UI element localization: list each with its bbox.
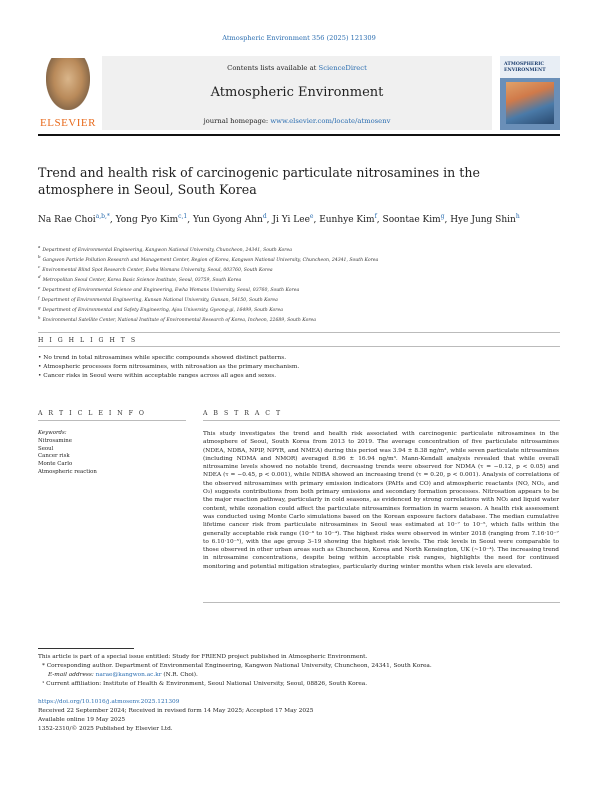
keyword: Monte Carlo <box>38 461 73 468</box>
author[interactable] <box>450 215 519 225</box>
affiliation <box>38 254 558 264</box>
abstract-text: This study investigates the trend and health risk associated with carcinogenic particulate nitrosamines in the atmosphere of Seoul, South Korea from 2013 to 2019. The average concentration of five particulate nitrosamines (NDEA, NDBA, NPIP, NPYR, and NMEA) during this period was 3.94 ± 8.38 ng/m³, while seven particulate nitrosamines (including NDMA and NMOR) averaged 8.96 ± 16.94 ng/m³. Mann-Kendall analysis revealed that while overall nitrosamine levels showed no notable trend, decreasing trends were observed for NDMA (τ = −0.12, p < 0.05) and NDEA (τ = −0.45, p < 0.001), while NDBA showed an increasing trend (τ = 0.20, p < 0.001). Analysis of correlations of the observed nitrosamines with primary emission indicators (PAHs and CO) and atmospheric reactants (NO, NO₂, and O₃) suggests contributions from both primary emissions and secondary formation processes. Nitrosation appears to be the major reaction pathway, particularly in cold seasons, as evidenced by strong correlations with NO₂ and liquid water content, while ozonation could affect the particulate nitrosamines formation in warm season. A health risk assessment was conducted using Monte Carlo simulations based on the Korean exposure factors database. The median cumulative lifetime cancer risk from particulate nitrosamines in Seoul was estimated at 10⁻⁷ to 10⁻⁵, which falls within the generally acceptable risk range (10⁻⁶ to 10⁻⁴). The highest risks were observed in winter 2018 (ranging from 7.16·10⁻⁷ to 6.10·10⁻⁵), with the age group 3–19 showing the highest risk levels. The risk levels in Seoul were comparable to those observed in other urban areas such as Chuncheon, Korea and North Kensington, UK (~10⁻⁴). The increasing trend in nitrosamine concentrations, despite being within acceptable risk ranges, highlights the need for continued monitoring and potential mitigation strategies, particularly during winter months when risk levels are elevated. <box>203 431 559 570</box>
abstract-heading: A B S T R A C T <box>203 410 283 417</box>
email-note <box>38 671 558 680</box>
author-name[interactable]: Ji Yi Lee <box>272 215 310 225</box>
affiliation-text: Department of Environmental and Safety Engineering, Ajou University, Gyeong-gi, 16499, South Korea <box>42 308 283 314</box>
homepage-prefix: journal homepage: <box>203 117 271 125</box>
affiliation-text: Gangwon Particle Pollution Research and Management Center, Region of Korea, Kangwon National University, Chuncheon, 24341, South Korea <box>42 257 379 263</box>
journal-name: Atmospheric Environment <box>210 85 384 100</box>
author[interactable] <box>319 215 377 225</box>
author[interactable] <box>383 215 445 225</box>
affiliation-text: Environmental Satellite Center, National Institute of Environmental Research of Korea, Incheon, 22689, South Korea <box>42 318 317 324</box>
affiliation-marker: b <box>38 254 41 260</box>
elsevier-logo[interactable] <box>38 56 98 130</box>
affiliation <box>38 315 558 325</box>
affiliation-marker: g <box>38 304 41 310</box>
author[interactable] <box>272 215 313 225</box>
author-name[interactable]: Yong Pyo Kim <box>115 215 179 225</box>
email-suffix: (N.R. Choi). <box>161 672 198 678</box>
divider <box>38 332 560 333</box>
received-dates: Received 22 September 2024; Received in revised form 14 May 2025; Accepted 17 May 2025 <box>38 708 314 714</box>
online-date: Available online 19 May 2025 <box>38 717 126 723</box>
contents-line <box>102 64 492 72</box>
article-title: Trend and health risk of carcinogenic particulate nitrosamines in the atmosphere in Seoul, South Korea <box>38 165 480 197</box>
affiliation-marker: a <box>38 244 41 249</box>
affiliation <box>38 305 558 315</box>
highlight-item: • No trend in total nitrosamines while specific compounds showed distinct patterns. <box>38 355 287 361</box>
author-affiliation-marker[interactable]: d <box>262 213 267 220</box>
highlights-heading: H I G H L I G H T S <box>38 337 138 344</box>
divider <box>38 346 560 347</box>
affiliation <box>38 264 558 274</box>
special-issue-note: This article is part of a special issue entitled: Study for FRIEND project published in Atmospheric Environment. <box>38 654 368 660</box>
cover-photo <box>506 82 554 124</box>
affiliation <box>38 295 558 305</box>
divider <box>38 420 186 421</box>
email-label: E-mail address: <box>48 672 96 678</box>
masthead-rule <box>38 134 560 136</box>
issn-copyright: 1352-2310/© 2025 Published by Elsevier Ltd. <box>38 726 173 732</box>
affiliation-marker: f <box>38 294 40 300</box>
author[interactable] <box>38 215 110 225</box>
affiliation <box>38 285 558 295</box>
contents-prefix: Contents lists available at <box>227 64 319 72</box>
publisher-logo-text: ELSEVIER <box>40 117 96 129</box>
elsevier-tree-icon <box>46 58 90 110</box>
article-info-heading: A R T I C L E I N F O <box>38 410 146 417</box>
author-name[interactable]: Yun Gyong Ahn <box>192 215 263 225</box>
footnote-rule <box>38 648 134 649</box>
author-affiliation-marker[interactable]: c,1 <box>178 213 188 220</box>
journal-reference[interactable]: Atmospheric Environment 356 (2025) 121309 <box>222 34 376 42</box>
current-affiliation-note: ¹ Current affiliation: Institute of Health & Environment, Seoul National University, Seoul, 08826, South Korea. <box>42 681 368 687</box>
divider <box>203 602 560 603</box>
cover-title: ATMOSPHERIC ENVIRONMENT <box>504 62 546 73</box>
author-affiliation-marker[interactable]: g <box>440 213 445 220</box>
author-list: Na Rae Choi$^{a,b,*}$, Yong Pyo Kim$^{c,1}$, Yun Gyong Ahn$^d$, Ji Yi Lee$^e$, Eunhye Kim$^f$, Soontae Kim$^g$, Hye Jung Shin$^h$ <box>38 213 520 225</box>
keywords-block <box>38 430 168 477</box>
author-name[interactable]: Soontae Kim <box>382 215 441 225</box>
affiliation-marker: d <box>38 274 41 280</box>
affiliation <box>38 274 558 284</box>
author[interactable] <box>193 215 267 225</box>
sciencedirect-link[interactable]: ScienceDirect <box>318 64 367 72</box>
affiliation-marker: e <box>38 284 41 290</box>
journal-cover-image[interactable] <box>500 56 560 130</box>
masthead-center <box>102 56 492 130</box>
keyword: Nitrosamine <box>38 437 72 444</box>
highlight-item: • Cancer risks in Seoul were within acceptable ranges across all ages and sexes. <box>38 373 277 379</box>
corresponding-author-note: * Corresponding author. Department of Environmental Engineering, Kangwon National University, Chuncheon, 24341, South Korea. <box>42 663 432 669</box>
affiliation-text: Department of Environmental Science and Engineering, Ewha Womans University, Seoul, 03760, South Korea <box>42 288 300 294</box>
highlights-list <box>38 354 558 381</box>
keyword: Cancer risk <box>38 453 70 460</box>
homepage-link[interactable]: www.elsevier.com/locate/atmosenv <box>270 117 391 125</box>
footnotes <box>38 653 558 689</box>
highlight-item: • Atmospheric processes form nitrosamines, with nitrosation as the primary mechanism. <box>38 364 300 370</box>
keyword: Seoul <box>38 445 54 452</box>
keywords-label: Keywords: <box>38 430 67 436</box>
affiliation-marker: c <box>38 264 41 270</box>
author-name[interactable]: Hye Jung Shin <box>450 215 516 225</box>
publication-info <box>38 698 558 734</box>
divider <box>203 420 560 421</box>
author[interactable] <box>116 215 188 225</box>
affiliation-text: Department of Environmental Engineering, Kangwon National University, Chuncheon, 24341, South Korea <box>42 247 292 253</box>
keyword-list <box>38 438 168 477</box>
author-name[interactable]: Eunhye Kim <box>319 215 375 225</box>
affiliation-marker: h <box>38 314 41 320</box>
affiliation <box>38 244 558 254</box>
affiliation-text: Department of Environmental Engineering, Kunsan National University, Gunsan, 54150, South Korea <box>41 298 278 304</box>
keyword: Atmospheric reaction <box>38 468 97 475</box>
affiliation-text: Metropolitan Seoul Center, Korea Basic Science Institute, Seoul, 03759, South Korea <box>42 277 242 283</box>
affiliation-list <box>38 244 558 325</box>
journal-masthead <box>38 56 560 130</box>
author-affiliation-marker[interactable]: e <box>309 213 314 220</box>
author-affiliation-marker[interactable]: a,b,* <box>95 213 110 220</box>
doi-link[interactable]: https://doi.org/10.1016/j.atmosenv.2025.121309 <box>38 699 180 705</box>
author-affiliation-marker[interactable]: f <box>374 213 377 220</box>
affiliation-text: Environmental Blind Spot Research Center, Ewha Womans University, Seoul, 003760, South Korea <box>42 267 273 273</box>
homepage-line <box>102 117 492 125</box>
author-affiliation-marker[interactable]: h <box>515 213 520 220</box>
email-link[interactable]: narae@kangwon.ac.kr <box>95 672 162 678</box>
author-name[interactable]: Na Rae Choi <box>38 215 96 225</box>
